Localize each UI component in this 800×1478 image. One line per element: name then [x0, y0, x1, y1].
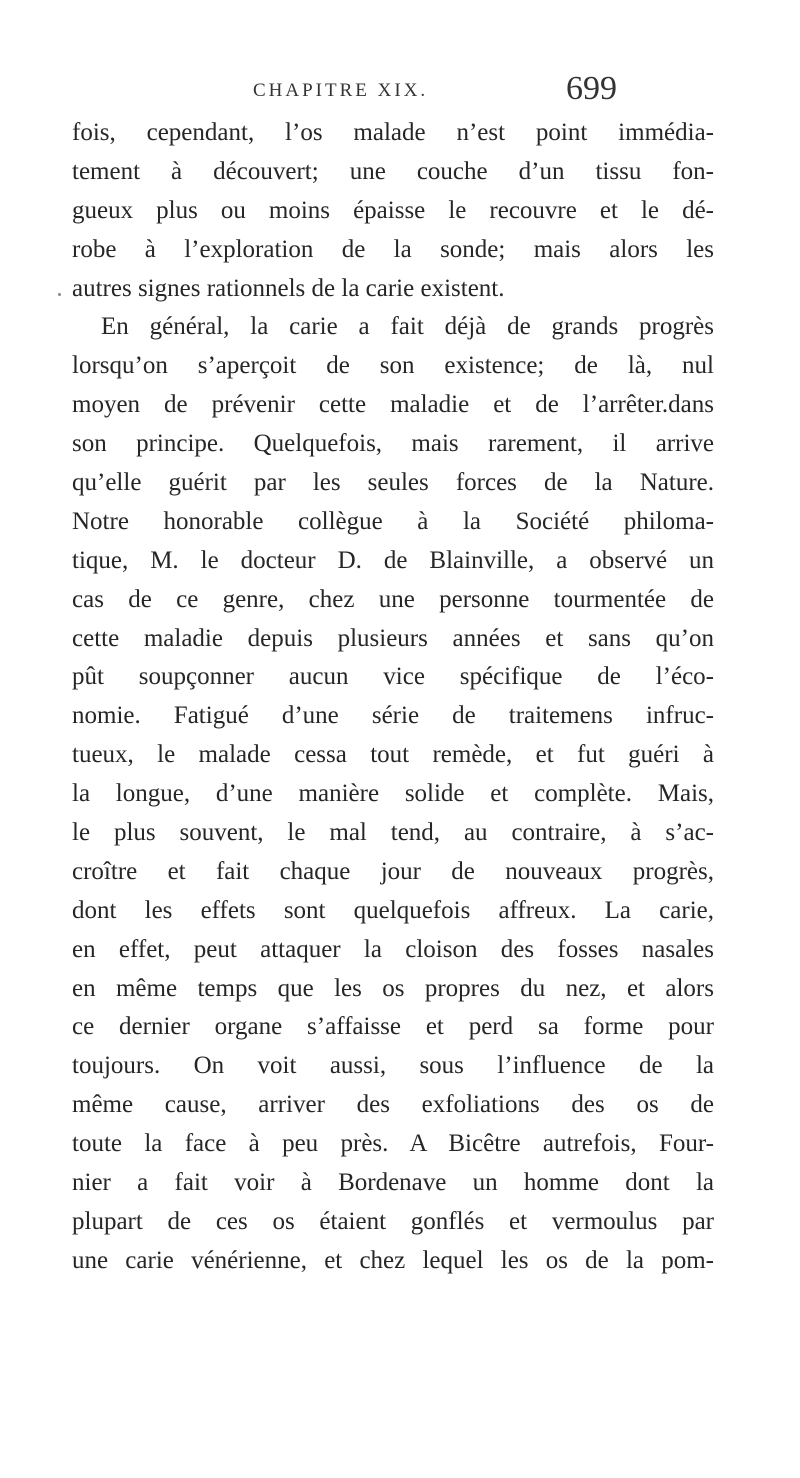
text-line: le plus souvent, le mal tend, au contraire, à s’ac- [72, 819, 714, 847]
text-line: une carie vénérienne, et chez lequel les os de la pom- [72, 1246, 714, 1274]
body-text [72, 114, 714, 1281]
text-line: pût soupçonner aucun vice spécifique de l’éco- [72, 663, 714, 691]
text-line: autres signes rationnels de la carie existent. [72, 274, 505, 302]
text-line: en même temps que les os propres du nez, et alors [72, 974, 714, 1002]
text-line: même cause, arriver des exfoliations des os de [72, 1091, 714, 1119]
text-line: robe à l’exploration de la sonde; mais alors les [72, 235, 714, 263]
text-line: la longue, d’une manière solide et complète. Mais, [72, 780, 714, 808]
text-line: plupart de ces os étaient gonflés et vermoulus par [72, 1207, 714, 1235]
running-head [253, 70, 617, 110]
text-line: dont les effets sont quelquefois affreux. La carie, [72, 896, 714, 924]
text-line: son principe. Quelquefois, mais rarement, il arrive [72, 430, 714, 458]
text-line: en effet, peut attaquer la cloison des fosses nasales [72, 935, 714, 963]
text-line: croître et fait chaque jour de nouveaux progrès, [72, 857, 714, 885]
text-line: nier a fait voir à Bordenave un homme dont la [72, 1169, 714, 1197]
text-line: gueux plus ou moins épaisse le recouvre et le dé- [72, 196, 714, 224]
text-line: ce dernier organe s’affaisse et perd sa forme pour [72, 1013, 714, 1041]
text-line: lorsqu’on s’aperçoit de son existence; de là, nul [72, 352, 714, 380]
text-line: toute la face à peu près. A Bicêtre autrefois, Four- [72, 1130, 714, 1158]
paragraph-start-line: En général, la carie a fait déjà de grands progrès [101, 313, 714, 341]
text-line: tueux, le malade cessa tout remède, et fut guéri à [72, 741, 714, 769]
text-line: moyen de prévenir cette maladie et de l’arrêter.dans [72, 391, 714, 419]
text-line: toujours. On voit aussi, sous l’influence de la [72, 1052, 714, 1080]
page-number: 699 [566, 70, 617, 107]
margin-dot [58, 293, 61, 296]
text-line: nomie. Fatigué d’une série de traitemens infruc- [72, 702, 714, 730]
text-line: qu’elle guérit par les seules forces de la Nature. [72, 469, 714, 497]
text-line: tique, M. le docteur D. de Blainville, a observé un [72, 546, 714, 574]
text-line: Notre honorable collègue à la Société philoma- [72, 507, 714, 535]
text-line: tement à découvert; une couche d’un tissu fon- [72, 157, 714, 185]
text-line: cas de ce genre, chez une personne tourmentée de [72, 585, 714, 613]
running-title: CHAPITRE XIX. [253, 80, 429, 101]
text-line: fois, cependant, l’os malade n’est point immédia- [72, 119, 714, 146]
text-line: cette maladie depuis plusieurs années et sans qu’on [72, 624, 714, 652]
